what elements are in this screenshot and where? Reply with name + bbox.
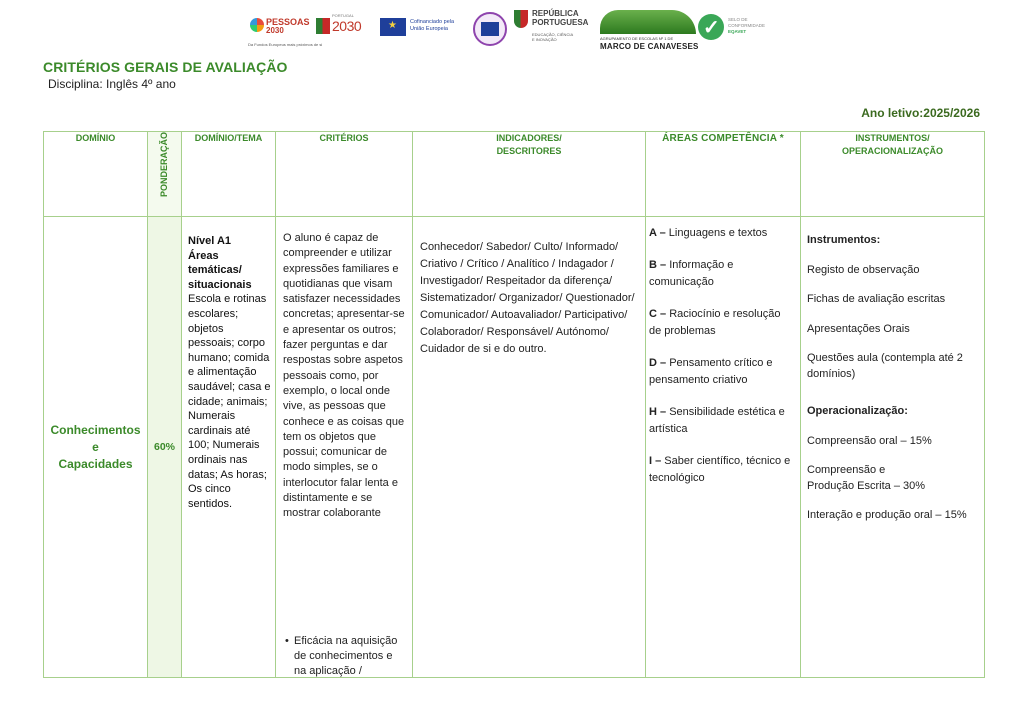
- instrumentos-heading: Instrumentos:: [807, 234, 881, 246]
- cell-ponderacao: 60%: [148, 217, 182, 678]
- cell-dominio: [44, 217, 148, 678]
- republica-title: [532, 9, 588, 27]
- area-code: H –: [649, 406, 667, 418]
- pessoas-logo-icon: [250, 18, 264, 32]
- header-ponderacao: [148, 132, 182, 217]
- republica-portuguesa-logo: [514, 8, 596, 54]
- criterios-bullet: [285, 634, 405, 679]
- document-title: CRITÉRIOS GERAIS DE AVALIAÇÃO: [43, 59, 288, 75]
- area-item: [649, 257, 794, 291]
- area-text: Saber científico, técnico e tecnológico: [649, 455, 791, 484]
- area-text: Linguagens e textos: [668, 227, 768, 239]
- header-areas: ÁREAS COMPETÊNCIA *: [646, 132, 801, 217]
- eu-cofinanced-logo: [380, 8, 464, 54]
- document-subtitle: Disciplina: Inglês 4º ano: [48, 77, 176, 91]
- eqavet-line3: EQAVET: [728, 29, 747, 34]
- area-code: D –: [649, 357, 667, 369]
- area-item: [649, 306, 794, 340]
- area-text: Sensibilidade estética e artística: [649, 406, 785, 435]
- header-instrumentos-line2: OPERACIONALIZAÇÃO: [842, 146, 943, 156]
- portugal-2030-small: PORTUGAL: [332, 13, 354, 18]
- table-header-row: [44, 132, 985, 217]
- pessoas-logo-line2: 2030: [266, 26, 284, 35]
- instrumento-item: Apresentações Orais: [807, 322, 910, 335]
- logo-strip: [248, 8, 768, 54]
- school-seal-logo: [470, 8, 506, 54]
- republica-subtitle: [532, 32, 573, 42]
- area-text: Pensamento crítico e pensamento criativo: [649, 357, 773, 386]
- area-code: B –: [649, 259, 667, 271]
- area-code: I –: [649, 455, 662, 467]
- seal-icon: [473, 12, 507, 46]
- portugal-2030-logo: [316, 8, 368, 54]
- hills-icon: [600, 10, 696, 34]
- tema-nivel: Nível A1: [188, 235, 232, 247]
- dominio-line2: e: [92, 439, 99, 454]
- area-item: [649, 453, 794, 487]
- eqavet-line2: CONFORMIDADE: [728, 23, 765, 28]
- area-text: Informação e comunicação: [649, 259, 734, 288]
- cell-areas: [646, 217, 801, 678]
- instrumento-item: Registo de observação: [807, 263, 920, 276]
- pessoas-logo-tagline: Da Fundos Europeus mais próximos de si: [248, 42, 323, 47]
- tema-areas-heading: Áreas temáticas/ situacionais: [188, 249, 252, 291]
- republica-line1: REPÚBLICA: [532, 9, 579, 18]
- dominio-line3: Capacidades: [58, 456, 133, 471]
- cell-criterios: [276, 217, 413, 678]
- eqavet-seal-logo: [698, 8, 770, 54]
- table-row: [44, 217, 985, 678]
- checkmark-icon: [698, 14, 724, 40]
- agrupamento-small: AGRUPAMENTO DE ESCOLAS Nº 1 DE: [600, 36, 674, 41]
- header-dominio: DOMÍNIO: [44, 132, 148, 217]
- pessoas-2030-logo: [248, 8, 323, 54]
- republica-sub1: EDUCAÇÃO, CIÊNCIA: [532, 32, 574, 37]
- area-code: A –: [649, 227, 666, 239]
- eqavet-text: [728, 17, 765, 35]
- portugal-2030-label: 2030: [332, 18, 362, 34]
- criteria-table: [43, 131, 985, 678]
- operacionalizacao-heading: Operacionalização:: [807, 405, 908, 417]
- dominio-line1: Conhecimentos: [50, 422, 141, 437]
- eu-logo-line1: Cofinanciado pela: [410, 19, 455, 25]
- header-indicadores: [413, 132, 646, 217]
- operacionalizacao-item: Compreensão oral – 15%: [807, 434, 932, 447]
- criterios-bullet-text: Eficácia na aquisição de conhecimentos e na aplicação /: [294, 635, 398, 677]
- cell-instrumentos: [801, 217, 985, 678]
- portugal-shield-icon: [514, 10, 528, 28]
- header-instrumentos-line1: INSTRUMENTOS/: [855, 133, 930, 143]
- instrumento-item: Questões aula (contempla até 2 domínios): [807, 352, 963, 380]
- republica-sub2: E INOVAÇÃO: [532, 37, 557, 42]
- portugal-flag-icon: [316, 18, 330, 34]
- agrupamento-marco-logo: [600, 8, 699, 54]
- bullet-icon: •: [285, 635, 289, 647]
- area-item: [649, 404, 794, 438]
- eu-flag-icon: [380, 18, 406, 36]
- eu-logo-text: [410, 19, 454, 33]
- area-item: [649, 355, 794, 389]
- header-ponderacao-label: PONDERAÇÃO: [159, 132, 169, 198]
- school-year: Ano letivo:2025/2026: [861, 106, 980, 120]
- area-text: Raciocínio e resolução de problemas: [649, 308, 781, 337]
- operacionalizacao-item: [807, 463, 978, 494]
- agrupamento-name: MARCO DE CANAVESES: [600, 42, 699, 51]
- eu-logo-line2: União Europeia: [410, 26, 448, 32]
- cell-tema: [182, 217, 276, 678]
- cell-indicadores: Conhecedor/ Sabedor/ Culto/ Informado/ Criativo / Crítico / Analítico / Indagador / Investigador/ Respeitador da diferença/ Sistematizador/ Organizador/ Questionador/ Comunicador/ Autoavaliador/ Participativo/ Colaborador/ Responsável/ Autónomo/ Cuidador de si e do outro.: [413, 217, 646, 678]
- area-code: C –: [649, 308, 667, 320]
- header-instrumentos: [801, 132, 985, 217]
- header-criterios: CRITÉRIOS: [276, 132, 413, 217]
- area-item: [649, 225, 794, 242]
- operacionalizacao-line: Compreensão e: [807, 464, 886, 476]
- header-indicadores-line1: INDICADORES/: [496, 133, 562, 143]
- header-tema: DOMÍNIO/TEMA: [182, 132, 276, 217]
- pessoas-logo-line1: PESSOAS: [266, 17, 310, 27]
- eqavet-line1: SELO DE: [728, 17, 748, 22]
- operacionalizacao-line: Produção Escrita – 30%: [807, 479, 926, 492]
- tema-text: Escola e rotinas escolares; objetos pessoais; corpo humano; comida e alimentação saudável; casa e cidade; animais; Numerais cardinais até 100; Numerais ordinais nas datas; As horas; Os cinco sentidos.: [188, 293, 271, 510]
- republica-line2: PORTUGUESA: [532, 18, 589, 27]
- operacionalizacao-item: Interação e produção oral – 15%: [807, 509, 967, 521]
- criterios-text: O aluno é capaz de compreender e utilizar expressões familiares e quotidianas que visam satisfazer necessidades concretas; apresentar-se e apresentar os outros; fazer perguntas e dar respostas sobre aspetos pessoais como, por exemplo, o local onde vive, as pessoas que conhece e as coisas que tem os objetos que possui; comunicar de modo simples, se o interlocutor falar lenta e distintamente e se mostrar colaborante: [283, 232, 405, 520]
- instrumento-item: Fichas de avaliação escritas: [807, 293, 946, 305]
- header-indicadores-line2: DESCRITORES: [496, 146, 562, 156]
